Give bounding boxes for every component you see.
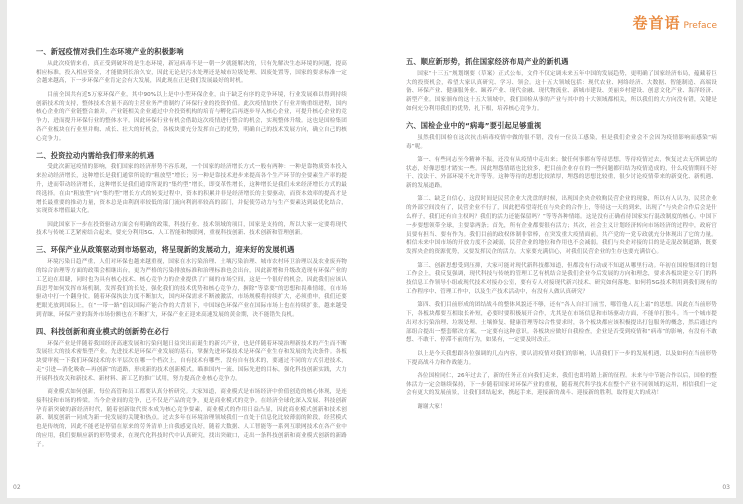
section-4-heading: 四、科技创新和商业模式的创新势在必行 xyxy=(36,326,169,336)
section-4-paragraph: 商业模式如何创新，每位高管和员工都要认真分析研究。大家知道，商业模式是市场经济中价值创造的核心体现，是连接科技和市场的桥梁。当今企业间的竞争，已不仅是产品的竞争，更是商业模式的竞争。在经济全球化深入发展、科技创新孕育新突破的新经济时代，随着创新取代资本成为核心竞争要素，商业模式的作用日益凸显，因此商业模式创新和技术创新、制度创新一同成为新一轮发展的关键和热点。过去多年在环境治理领域我们一直处于信息化比较薄弱的阶段，经营模式也是传统的，因此不能老是停留在原来的劳务清单上自我感觉良好，随着大数据、人工智能等一系列互联网技术在各产业中的应用，我们要顺应新的形势要求，在现代化科技时代中认真研究，找出突破口，走出一条科技创新和商业模式创新的新路子。 xyxy=(36,389,347,448)
section-5-heading: 五、顺应新形势，抓住国家经济布局产业的新机遇 xyxy=(406,57,569,66)
section-6-paragraph: 第一、有些同志至今精神不振，还没有从疫情中走出来；做任何事都有等待思想，等待疫情过去，恢复过去无所顾忌的状态，好像思想才踏实一些。因此埋怨情绪也比较多，把目前企业存在的一些问题都归结为疫情造成的，什么疫情期间不好干、没法干、外部环境不允许等等。这种等待的思想比较浓厚，埋怨的思想比较重，很少讨论疫情带来的新变化、新机遇、新的发展道路。 xyxy=(406,156,717,190)
section-6-paragraph: 第四、我们目前形成的团结战斗的整体风貌还不够，还有“各人自扫门前雪，哪管他人瓦上霜”的思想。因此在当前形势下，各板块都要互相取长补短，必要时要积极展开合作，尤其是在市场信息和市场驱动方面，不能单打独斗。当一个城市提出对水污染治理、垃圾处理、土壤修复、健康管理等综合性要求时，各个板块都应该积极提出打包服务的概念，然后通过内部组合提出一整套解决方案，一定要有这种意识。各板块应做好自我检查，企业是否受到疫情和“病毒”的影响，有没有不敢想、不敢干、停滞不前的行为，如果有，一定要及时改正。 xyxy=(406,302,717,344)
section-5-paragraph: 国家“十三五”规划纲要（草案）正式公布，文件不仅定调未来五年中国的发展趋势，更明确了国家经济布局，蕴藏着巨大的投资机会，希望大家认真研究、学习、领会。这十五大领域包括：现代农业、网络经济、大数据、智能制造、高端设备、环保产业、健康服务业、颐养产业、现代金融、现代物流业、新城市建设、美丽乡村建设、创意文化产业、海洋经济、新型产业。国家颁布的这十五大领域中，我们国检从事的产业与其中的十大领域都相关，所以我们的大方向没有错，关键是如何充分利用我们的优势，扎下根，培养核心竞争力。 xyxy=(406,70,717,113)
section-6-paragraph: 第三、创新思想受到压抑，大家可能对现代新科技都知道，但都没有行动或不知道从哪里行动。年初在国检集团的计划工作会上，我反复强调，现代科技与传统的管理工艺有机结合是我们企业今后发展的方向和理念，要求各板块建立专门的科技信息工作领导小组或现代技术对接办公室，要有专人对接现代新兴技术、研究如何落地、如何将5G技术利用到我们现有的工作程序中、管理工作中，以及生产技术活动中，有没有人做认真研究？ xyxy=(406,262,717,295)
section-2-paragraph: 因此国家下一步在投资驱动方面会有明确的政策，科技行业、技术领域的项目，国家是支持的，所以大家一定要将现代技术与传统工艺紧密结合起来，要充分利用5G、人工智能和物联网，重视科技创新、技术创新和管理创新。 xyxy=(36,221,347,237)
masthead xyxy=(633,12,718,33)
section-6-heading: 六、国检企业中的“病毒”要引起足够重视 xyxy=(406,120,542,130)
page-number-right: 03 xyxy=(722,484,730,491)
document-spread xyxy=(7,0,736,498)
masthead-title-zh: 卷首语 xyxy=(632,14,681,32)
page-left xyxy=(36,0,347,498)
closing-line: 谢谢大家！ xyxy=(417,403,446,410)
section-3-paragraph: 环境污染日趋严重，人们对环保也越来越重视，国家在水污染治理、土壤污染治理、城市农村环卫治理以及农业废弃物的综合治理等方面的政策会相继出台，更为严格的污染排放标准和治理标准也会出台，因此新增和升级改造现有环保产业的工艺迫在眉睫，同时也为具有核心技术、核心竞争力的企业提供了广阔的市场空间，这是一个很好的机会，因此我们应该认真思考如何发挥市场机制，发挥我们的长处，强化我们的技术优势和核心竞争力，摒除“等靠要”的思想和畏难情绪，在市场驱动中打一个翻身仗。随着环保执法力度不断加大，国内环保需求不断被激活，市场规模将持续扩大，必须重申，我们还要把眼光放到国际上，在“一带一路”倡议国际产能合作的大背景下，中国绿色环保产业在国际市场上也在持续扩张，越来越受到青睐，环保产业的海外市场份额也在不断扩大，环保产业正迎来高速发展的黄金期，决不能错失良机。 xyxy=(36,259,347,318)
page-right xyxy=(406,0,717,498)
page-left-content xyxy=(36,47,347,454)
section-4-paragraph: 环保产业是伴随着我国经济高速发展和污染问题日益突出而诞生的新兴产业，也是伴随着环境治理新技术的产生而不断发展壮大的技术密集型产业，先进技术是环保产业发展的基石，掌握先进环保技术是环保产业生存和发展的先决条件。各板块要审视一下我们环保技术的水平层次在哪一个档次上，自有技术有哪些，没有自有技术的，要通过不同的方式引进技术，走“引进—消化吸收—再创新”的道路，形成新的技术创新模式。瞄准国内一流、国际先进的目标，强化科技创新实践，大力开展科技攻关和新技术、新材料、新工艺的推广试用，努力提高企业核心竞争力。 xyxy=(36,340,347,382)
section-3-heading: 三、环保产业从政策驱动到市场驱动，将呈现新的发展动力，迎来好的发展机遇 xyxy=(36,245,295,255)
section-1-paragraph: 从此次疫情来看，真正受到破坏的是生态环境，新冠病毒不是一朝一夕就能解决的，只有先解决生态环境的问题，提高相应标准，投入相应资金，才能做到长治久安，因此无论是污水处理还是城市垃圾处理、固废处置等，国家的要求标准一定会越来越高，下一步环保产业肯定会有大发展，因此现在正是我们发展最好的时机。 xyxy=(36,60,347,85)
section-2-heading: 二、投资拉动内需给我们带来的机遇 xyxy=(36,150,155,160)
section-1-paragraph: 目前全国共有近5万家环保产业，其中90%以上是中小型环保企业，由于缺乏有序的竞争环境，行业发展难以得到持续创新技术的支持，整体技术含量不高的主营业务严重制约了环保行业的投资价值。此次疫情加快了行业并购重组进程，国内核心企业的产业链整合兼并，产业链相关企业通过中介投资机构的培育与孵化后再逐步导入核心企业，可提升核心企业的竞争力，进而提升环保行业的整体水平。因此环保行业有机会借助这次疫情进行整合的机会，实现整体升级。这也是国检集团各产业板块在行业里并购、成长、壮大的好机会，各板块要充分发挥自己的优势，明确自己的技术发展方向，确立自己的核心竞争力。 xyxy=(36,91,347,142)
masthead-title-en: Preface xyxy=(683,21,717,31)
section-6-paragraph: 虽然我们国检在这次抗击病毒疫情中做的很不错，没有一位员工感染，但是我们企业会不会因为疫情影响而感染“病毒”呢。 xyxy=(406,134,717,150)
section-6-paragraph: 各位国检同仁，26年过去了，新的任务正在向我们走来，我们也即将踏上新的征程。未来与中节能合作以后，国检的整体活力一定会继续保持，下一步随着国家对环保产业的重视，随着现代科学技术在整个产业不同领域的运用，相信我们一定会有更大的发展前景，让我们团结起来，携起手来，迎接新的战斗、迎接新的胜利，取得更大的成功！ xyxy=(406,372,717,397)
section-6-paragraph: 第二、缺乏自信心，这段时间是民营企业大洗盘的时候，出现国企央企收购民营企业的现象，所以有人认为，民营企业的外部空间没有了，民营企业不行了，因此把希望寄托在与央企的合作上，等待这一天的到来，出现了“与央企合作后会是什么样子，我们还有自主权吗？我们的活力还能保留吗？”等等各种情绪。这是没有正确看待国家实行混改制度的核心。中国下一步要想领带全球，主要靠两条；首先，所有企业都要很有活力；其次，社会主义计划经济转向市场经济的过程中，政府官员要有担当、要有作为。我们目前的政权体制非常棒，在突发重大疫情面前，共产党的一党专政就充分体现出了它的力量。相信未来中国市场的开放力度不会减弱，民营企业的地位和作用也不会减弱。我们与央企对接的目的是走混改制道路，既要发挥央企的资源优势，又要发挥民企的活力。大家要充满信心，对我们民营企业的生存也要充满信心。 xyxy=(406,196,717,256)
section-6-paragraph: 以上是今天我想跟各位强调的几点内容，要认清疫情对我们的影响，认清我们下一步的发展机遇，以及如何在当前形势下提高战斗力和作战能力。 xyxy=(406,350,717,366)
section-1-heading: 一、新冠疫情对我们生态环境产业的积极影响 xyxy=(36,47,184,56)
page-number-left: 02 xyxy=(13,484,21,491)
page-right-content xyxy=(406,57,717,416)
section-2-paragraph: 受此次新冠疫情的影响，我们国家的经济形势不容乐观，一个国家的经济增长方式一般有两种：一种是靠物质资本投入来拉动经济增长，这种增长是我们通常所说的“粗放型”增长；另一种是靠技术进步来提高各个生产环节的全要素生产率的提升，进而带动经济增长，这种增长是我们通常所说的“集约型”增长，即变革性增长，这种增长是我们未来经济增长方式的最终选择。在由“粗放型”向“集约型”增长方式的转变过程中，资本的积累并非是经济增长的主要驱动，而资本效率的提高才是增长最重要的推动力量，资本总是由利润率较低的部门流向利润率较高的部门，并促使劳动力与生产要素达到最优化结合，实现资本增值最大化。 xyxy=(36,164,347,215)
